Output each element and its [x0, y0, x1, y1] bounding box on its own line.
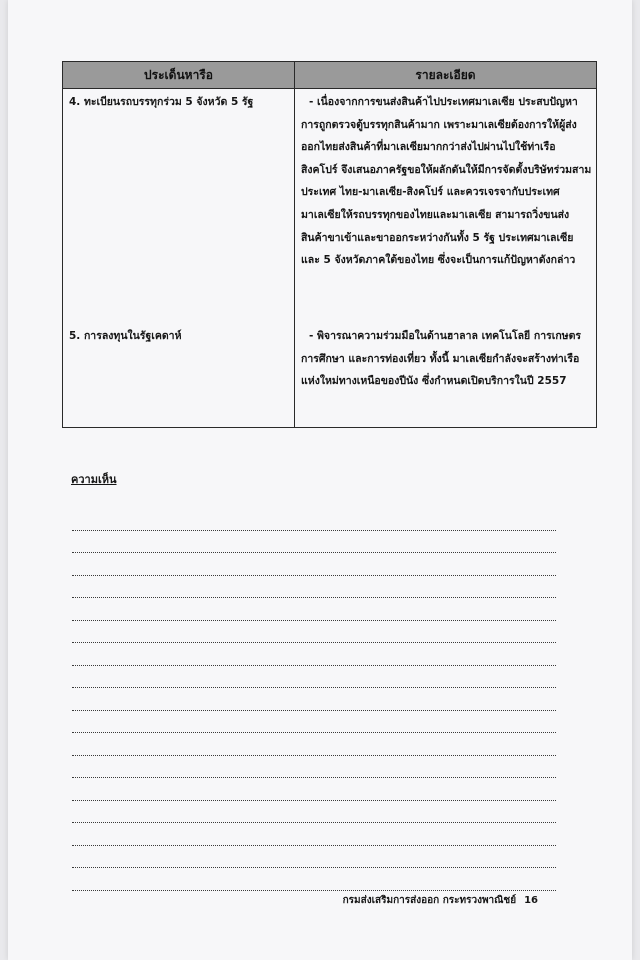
table-row [63, 323, 597, 428]
writing-line [72, 598, 556, 621]
writing-line [72, 666, 556, 689]
writing-line [72, 688, 556, 711]
writing-line [72, 711, 556, 734]
writing-line [72, 778, 556, 801]
header-detail: รายละเอียด [295, 62, 597, 89]
writing-line [72, 868, 556, 891]
topic-cell: 4. ทะเบียนรถบรรทุกร่วม 5 จังหวัด 5 รัฐ [63, 89, 295, 324]
writing-line [72, 643, 556, 666]
footer-org: กรมส่งเสริมการส่งออก กระทรวงพาณิชย์ [342, 895, 517, 906]
writing-line [72, 756, 556, 779]
opinion-writing-lines [72, 508, 556, 891]
table-row [63, 89, 597, 324]
writing-line [72, 553, 556, 576]
document-page [8, 0, 632, 960]
detail-text: - พิจารณาความร่วมมือในด้านฮาลาล เทคโนโลยี การเกษตร การศึกษา และการท่องเที่ยว ทั้งนี้ มาเลเซียกำลังจะสร้างท่าเรือแห่งใหม่ทางเหนือของปีนัง ซึ่งกำหนดเปิดบริการในปี 2557 [301, 330, 582, 388]
writing-line [72, 801, 556, 824]
topic-cell: 5. การลงทุนในรัฐเคดาห์ [63, 323, 295, 428]
writing-line [72, 823, 556, 846]
detail-cell [295, 89, 597, 324]
table-header-row [63, 62, 597, 89]
writing-line [72, 846, 556, 869]
page-footer [335, 893, 538, 908]
writing-line [72, 508, 556, 531]
opinion-heading: ความเห็น [71, 473, 117, 486]
writing-line [72, 733, 556, 756]
writing-line [72, 531, 556, 554]
writing-line [72, 621, 556, 644]
header-topic: ประเด็นหารือ [63, 62, 295, 89]
page-number: 16 [524, 895, 538, 906]
detail-cell [295, 323, 597, 428]
discussion-table [62, 61, 597, 428]
detail-text: - เนื่องจากการขนส่งสินค้าไปประเทศมาเลเซีย ประสบปัญหาการถูกตรวจตู้บรรทุกสินค้ามาก เพราะมาเลเซียต้องการให้ผู้ส่งออกไทยส่งสินค้าที่มาเลเซียมากกว่าส่งไปผ่านไปใช้ท่าเรือสิงคโปร์ จึงเสนอภาครัฐขอให้ผลักดันให้มีการจัดตั้งบริษัทร่วมสามประเทศ ไทย-มาเลเซีย-สิงคโปร์ และควรเจรจากับประเทศมาเลเซียให้รถบรรทุกของไทยและมาเลเซีย สามารถวิ่งขนส่งสินค้าขาเข้าและขาออกระหว่างกันทั้ง 5 รัฐ ประเทศมาเลเซียและ 5 จังหวัดภาคใต้ของไทย ซึ่งจะเป็นการแก้ปัญหาดังกล่าว [301, 96, 592, 267]
writing-line [72, 576, 556, 599]
